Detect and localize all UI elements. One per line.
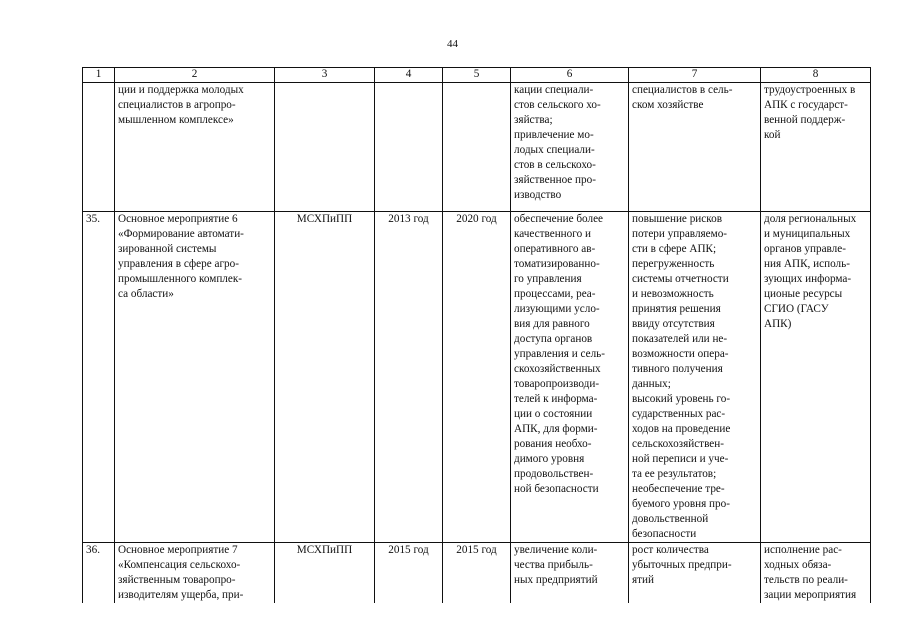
end-year: [443, 83, 511, 212]
page-number: 44: [447, 38, 458, 50]
start-year: [375, 83, 443, 212]
non-implementation-consequences: повышение рисков потери управляемо- сти в сфере АПК; перегруженность системы отчетности и невозможность принятия решения ввиду отсутствия показателей или не- возможности опера- тивного получения данных; высокий уровень го- сударственных рас- ходов на проведение сельскохозяйствен- ной переписи и уче- та ее результатов; необеспечение тре- буемого уровня про- довольственной безопасности: [629, 212, 761, 543]
table-row: [83, 83, 871, 212]
expected-result: кации специали- стов сельского хо- зяйства; привлечение мо- лодых специали- стов в сельскохо- зяйственное про- изводство: [511, 83, 629, 212]
table-row: [83, 543, 871, 604]
column-header: 8: [761, 68, 871, 83]
related-indicators: трудоустроенных в АПК с государст- венной поддерж- кой: [761, 83, 871, 212]
start-year: 2013 год: [375, 212, 443, 543]
measure-name: Основное мероприятие 6 «Формирование автомати- зированной системы управления в сфере агро- промышленного комплек- са области»: [115, 212, 275, 543]
related-indicators: исполнение рас- ходных обяза- тельств по реали- зации мероприятия: [761, 543, 871, 604]
row-number: 35.: [83, 212, 115, 543]
table-row: [83, 212, 871, 543]
column-header: 6: [511, 68, 629, 83]
column-header: 7: [629, 68, 761, 83]
non-implementation-consequences: специалистов в сель- ском хозяйстве: [629, 83, 761, 212]
executor: МСХПиПП: [275, 543, 375, 604]
column-header: 1: [83, 68, 115, 83]
end-year: 2015 год: [443, 543, 511, 604]
column-header: 5: [443, 68, 511, 83]
program-table: [82, 67, 871, 603]
column-header: 2: [115, 68, 275, 83]
expected-result: увеличение коли- чества прибыль- ных предприятий: [511, 543, 629, 604]
end-year: 2020 год: [443, 212, 511, 543]
executor: [275, 83, 375, 212]
start-year: 2015 год: [375, 543, 443, 604]
measure-name: Основное мероприятие 7 «Компенсация сельскохо- зяйственным товаропро- изводителям ущерба, при-: [115, 543, 275, 604]
row-number: [83, 83, 115, 212]
non-implementation-consequences: рост количества убыточных предпри- ятий: [629, 543, 761, 604]
column-header: 3: [275, 68, 375, 83]
column-header-row: [83, 68, 871, 83]
column-header: 4: [375, 68, 443, 83]
related-indicators: доля региональных и муниципальных органов управле- ния АПК, исполь- зующих информа- ционые ресурсы СГИО (ГАСУ АПК): [761, 212, 871, 543]
expected-result: обеспечение более качественного и оперативного ав- томатизированно- го управления процессами, реа- лизующими усло- вия для равного доступа органов управления и сель- скохозяйственных товаропроизводи- телей к информа- ции о состоянии АПК, для форми- рования необхо- димого уровня продовольствен- ной безопасности: [511, 212, 629, 543]
executor: МСХПиПП: [275, 212, 375, 543]
row-number: 36.: [83, 543, 115, 604]
measure-name: ции и поддержка молодых специалистов в агропро- мышленном комплексе»: [115, 83, 275, 212]
